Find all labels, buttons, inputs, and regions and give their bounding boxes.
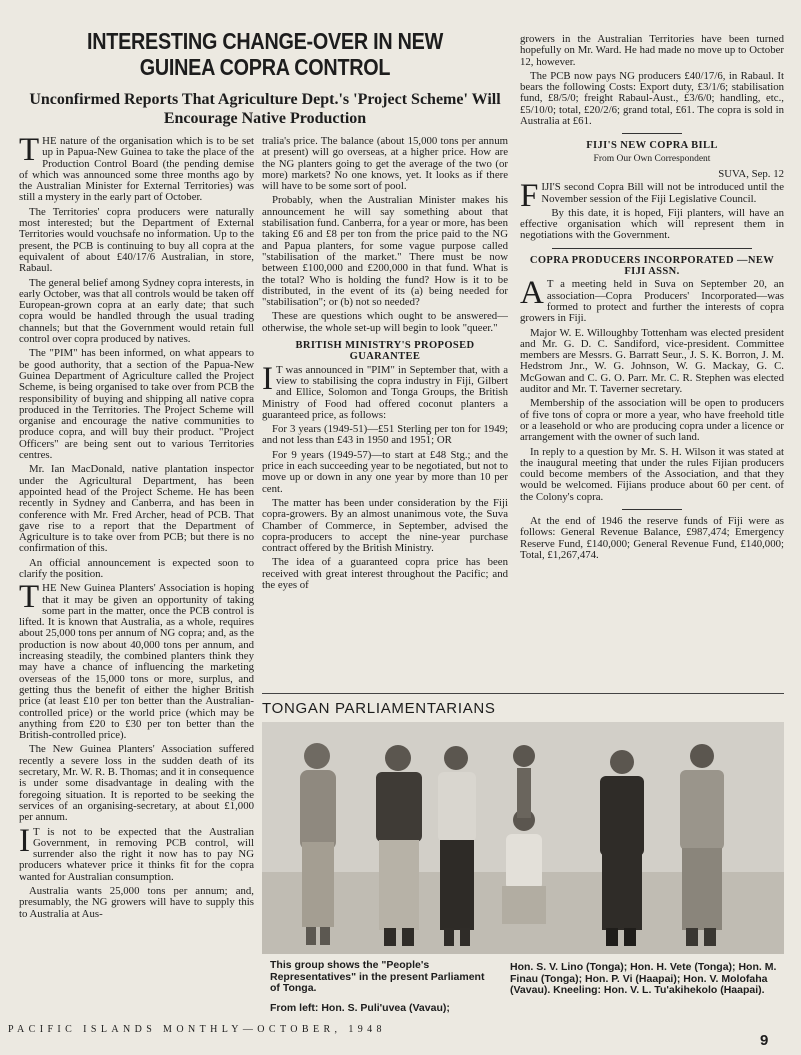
text-column-3 [520,34,784,679]
article-paragraph [19,744,254,823]
paragraph-text: An official announcement is expected soon to clarify the position. [19,556,254,580]
article-paragraph [520,398,784,443]
paragraph-text: tralia's price. The balance (about 15,000 tons per annum at present) will go overseas, at a higher price. How are the NG planters going to get the average of the two (or more) markets? No one knows, yet. It looks as if there will have to be some sort of pool. [262,136,508,193]
article-paragraph [262,424,508,447]
article-paragraph [262,360,508,421]
paragraph-text: HE New Guinea Planters' Association is hoping that it may be given an opportunity of taking some part in the matter, once the PCB control is lifted. It is known that Australia, as a whole, requires about 25,000 tons per annum of NG copra; and, as the production is now about 40,000 tons per annum, and increasing steadily, the combined planters think they may have a chance of influencing the marketing overseas of the 15,000 tons or more, surplus, and getting thus the benefit of either the higher British price (at least £10 per ton better than the Australian-controlled price) or the world price (which may be anything from £20 to £30 per ton better than the British-controlled price). [19,582,254,742]
caption-left-names: From left: Hon. S. Puli'uvea (Vavau); [270,1001,450,1014]
section-rule [552,248,752,249]
drop-cap: F [520,178,539,215]
article-paragraph [19,464,254,554]
article-paragraph [520,34,784,68]
paragraph-text: growers in the Australian Territories have been turned hopefully on Mr. Ward. He had made no move up to October 12, however. [520,34,784,68]
article-paragraph [262,498,508,554]
article-paragraph [520,275,784,325]
page-number: 9 [760,1032,769,1049]
drop-cap: I [19,822,30,859]
paragraph-text: The "PIM" has been informed, on what appears to be good authority, that a section of the Papua-New Guinea Department of Agriculture called the Project Scheme, is being organised to take over from PCB the responsibility of buying and shipping all native copra produced in the Territories. The Project Scheme will organise and encourage the native communities to produce copra, and will buy their product. "Project Officers" are being sent out to various Territories centres. [19,347,254,462]
drop-cap: T [19,136,40,168]
article-paragraph [19,207,254,275]
drop-cap: A [520,275,544,312]
article-paragraph [19,278,254,346]
paragraph-text: Australia wants 25,000 tons per annum; and, presumably, the NG growers will have to supply this to Australia at Aus- [19,885,254,920]
paragraph-text: IJI'S second Copra Bill will not be introduced until the November session of the Fiji Legislative Council. [541,181,784,205]
figure-1 [300,743,336,945]
paragraph-text: T is not to be expected that the Australian Government, in removing PCB control, will surrender also the right it now has to pay NG producers whatever price it thinks fit for the copra wanted for Australian consumption. [19,825,254,883]
article-paragraph [262,557,508,591]
group-photograph [262,722,784,954]
article-paragraph [19,558,254,581]
article-paragraph [262,136,508,192]
paragraph-text: By this date, it is hoped, Fiji planters, will have an effective organisation which will represent them in negotiations with the Government. [520,206,784,242]
photo-caption-right: Hon. S. V. Lino (Tonga); Hon. H. Vete (Tonga); Hon. M. Finau (Tonga); Hon. P. Vi (Haapai); Hon. V. Molofaha (Vavau). Kneeling: Hon. V. L. Tu'akihekolo (Haapai). [510,961,777,996]
paragraph-text: At the end of 1946 the reserve funds of Fiji were as follows: General Revenue Balance, £987,474; Emergency Reserve Fund, £140,000; General Revenue Fund, £140,000; Total, £1,267,474. [520,514,784,561]
figure-6 [680,744,724,946]
article-paragraph [19,136,254,204]
section-heading: COPRA PRODUCERS INCORPORATED —NEW FIJI ASSN. [529,254,775,278]
article-paragraph [262,195,508,308]
article-headline: INTERESTING CHANGE-OVER IN NEW GUINEA COPRA CONTROL [86,28,444,80]
article-paragraph [520,447,784,503]
section-heading: FIJI'S NEW COPRA BILL [586,140,718,152]
paragraph-text: T was announced in "PIM" in September that, with a view to stabilising the copra industry in Fiji, Gilbert and Ellice, Solomon and Tonga Groups, the British Ministry of Food had offered coconut planters a guaranteed price, as follows: [262,363,508,421]
drop-cap: I [262,360,273,397]
article-paragraph [19,579,254,742]
article-paragraph [19,822,254,883]
article-paragraph [262,311,508,334]
section-rule [622,509,682,510]
paragraph-text: The idea of a guaranteed copra price has been received with great interest throughout the Pacific; and the eyes of [262,556,508,591]
section-byline: From Our Own Correspondent [593,153,711,164]
paragraph-text: T a meeting held in Suva on September 20, an association—Copra Producers' Incorporated—was formed to protect and further the interests of copra growers in Fiji. [520,278,784,325]
paragraph-text: The New Guinea Planters' Association suffered recently a severe loss in the sudden death of its secretary, Mr. W. R. B. Thomas; and it in consequence is under some disadvantage in dealing with the foregoing situation. It is reported to be seeking the services of an organising-secretary, at about £1,000 per annum. [19,743,254,824]
article-paragraph [19,886,254,920]
paragraph-text: HE nature of the organisation which is to be set up in Papua-New Guinea to take the place of the Production Control Board (the pending demise of which was announced some three months ago by the Australian Minister for External Territories) was still a mystery in the early part of October. [19,136,254,204]
photo-figures [262,722,784,954]
article-paragraph [520,71,784,127]
paragraph-text: In reply to a question by Mr. S. H. Wilson it was stated at the inaugural meeting that under the rules Fijian producers could become members of the Association, and that they would be welcomed. Fijians produce about 60 per cent. of the Colony's copra. [520,445,784,503]
paragraph-text: These are questions which ought to be answered—otherwise, the whole set-up will begin to look "queer." [262,310,508,334]
photo-caption-left [270,960,492,1014]
figure-2 [376,745,422,946]
article-paragraph [520,178,784,215]
paragraph-text: Probably, when the Australian Minister makes his announcement he will say something about that stabilisation fund. Canberra, for a year or more, has been taking £6 and £8 per ton from the price paid to the NG and Papua planters, for some vague purpose called "stabilisation of the market." There must be now between £100,000 and £200,000 in that fund. What is the total? Who is holding the fund? How is it to be distributed, in the event of its (a) being needed for "stabilisation"; or (b) not so needed? [262,194,508,309]
article-paragraph [520,328,784,396]
photo-title: TONGAN PARLIAMENTARIANS [262,700,496,717]
text-column-1 [19,136,254,1008]
paragraph-text: The general belief among Sydney copra interests, in early October, was that all controls would be taken off European-grown copra at an early date; that such copra would be handled through the usual trading channels; but that the Government would retain full control over copra produced by natives. [19,276,254,346]
paragraph-text: For 9 years (1949-57)—to start at £48 Stg.; and the price in each succeeding year to be negotiated, but not to move up or down in any one year by more than 10 per cent. [262,448,508,495]
paragraph-text: Membership of the association will be open to producers of five tons of copra or more a year, who have freehold title or a leasehold or who are producing copra under a licence or arrangement with the owner of such land. [520,397,784,444]
text-column-2 [262,136,508,681]
paragraph-text: The Territories' copra producers were naturally most interested; but the Department of External Territories would vouchsafe no information. Up to the present, the PCB is continuing to buy all copra at the equivalent of about £40/17/6 Australian, in store, Rabaul. [19,205,254,275]
paragraph-text: For 3 years (1949-51)—£51 Sterling per ton for 1949; and not less than £43 in 1950 and 1951; OR [262,423,508,447]
paragraph-text: Major W. E. Willoughby Tottenham was elected president and Mr. G. D. C. Sandiford, vice-president. Committee members are Messrs. G. Barratt Seur., J. S. K. Borron, J. M. Hedstrom Jnr., W. G. Johnson, W. G. Mackay, G. C. McGowan and C. G. O. Parr. Mr. C. R. Stephen was elected auditor and Mr. T. Taverner secretary. [520,326,784,396]
article-paragraph [520,208,784,242]
figure-5 [600,750,644,946]
paragraph-text: The PCB now pays NG producers £40/17/6, in Rabaul. It bears the following Costs: Export duty, £3/1/6; stabilisation fund, £8/5/0; freight Rabaul-Aust., £3/6/0; handling, etc., £5/10/0; total, £20/2/6; grand total, £61. The copra is sold in Australia at £61. [520,69,784,128]
paragraph-text: Mr. Ian MacDonald, native plantation inspector under the Agricultural Department, has been appointed head of the Project Scheme. He has been recently in Sydney and Canberra, and has been in conference with Mr. Fred Archer, head of PCB. That gave rise to a report that the Department of Agriculture is to take over from PCB; but there is no confirmation of this. [19,463,254,555]
article-paragraph [520,516,784,561]
section-heading: BRITISH MINISTRY'S PROPOSED GUARANTEE [295,340,475,363]
figure-3 [438,746,476,946]
dateline: SUVA, Sep. 12 [718,167,784,180]
caption-left-text: This group shows the "People's Representatives" in the present Parliament of Tonga. [270,959,485,994]
article-paragraph [19,348,254,461]
article-subhead: Unconfirmed Reports That Agriculture Dept.'s 'Project Scheme' Will Encourage Native Production [29,91,501,127]
section-rule [622,133,682,134]
article-paragraph [262,450,508,495]
paragraph-text: The matter has been under consideration by the Fiji copra-growers. By an almost unanimous vote, the Suva Chamber of Commerce, in September, advised the copra-producers to accept the nine-year purchase contract offered by the British Ministry. [262,496,508,555]
photo-divider [262,693,784,694]
page-footer: PACIFIC ISLANDS MONTHLY—OCTOBER, 1948 [8,1024,386,1035]
drop-cap: T [19,579,40,616]
